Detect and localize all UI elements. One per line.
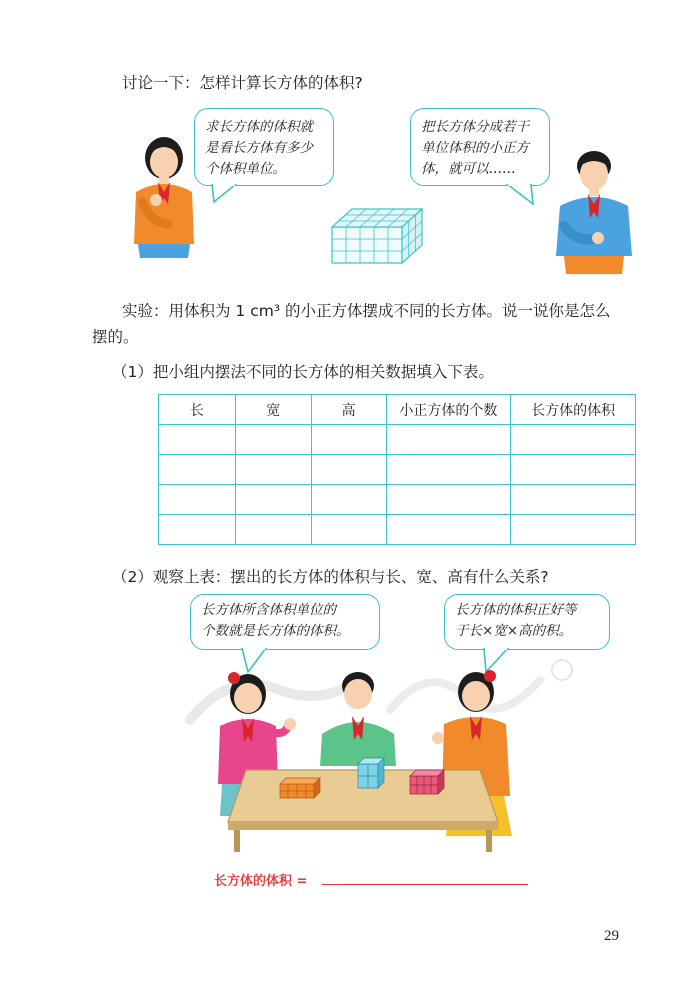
discussion-prompt: 讨论一下：怎样计算长方体的体积? xyxy=(122,74,363,92)
bubble-line: 个体积单位。 xyxy=(205,161,286,177)
table-cell[interactable] xyxy=(386,485,511,515)
bubble-line: 是看长方体有多少 xyxy=(205,140,313,156)
page-number: 29 xyxy=(604,928,619,944)
table-cell[interactable] xyxy=(386,425,511,455)
bubble-line: 单位体积的小正方 xyxy=(421,140,529,156)
girl-illustration xyxy=(128,132,200,260)
header-length: 长 xyxy=(159,395,236,425)
table-cell[interactable] xyxy=(386,515,511,545)
bubble-line: 长方体所含体积单位的 xyxy=(201,602,336,618)
table-cell[interactable] xyxy=(235,515,311,545)
table-cell[interactable] xyxy=(235,455,311,485)
table-cell[interactable] xyxy=(311,455,386,485)
table-cell[interactable] xyxy=(511,425,636,455)
table-row xyxy=(159,485,636,515)
table-cell[interactable] xyxy=(311,515,386,545)
bubble-line: 把长方体分成若干 xyxy=(421,119,529,135)
bubble-tail xyxy=(505,184,537,206)
header-cube-count: 小正方体的个数 xyxy=(386,395,511,425)
header-width: 宽 xyxy=(235,395,311,425)
bubble-line: 长方体的体积正好等 xyxy=(455,602,577,618)
table-cell[interactable] xyxy=(386,455,511,485)
table-cell[interactable] xyxy=(511,485,636,515)
header-height: 高 xyxy=(311,395,386,425)
volume-formula-label: 长方体的体积 = xyxy=(214,874,308,889)
boy-illustration xyxy=(550,144,638,276)
experiment-line-1: 实验：用体积为 1 cm³ 的小正方体摆成不同的长方体。说一说你是怎么 xyxy=(122,302,611,320)
header-volume: 长方体的体积 xyxy=(511,395,636,425)
speech-bubble-right xyxy=(410,108,550,186)
table-cell[interactable] xyxy=(235,425,311,455)
table-cell[interactable] xyxy=(311,485,386,515)
table-cell[interactable] xyxy=(311,425,386,455)
volume-data-table xyxy=(158,394,636,545)
table-row xyxy=(159,455,636,485)
table-cell[interactable] xyxy=(159,515,236,545)
table-cell[interactable] xyxy=(235,485,311,515)
table-cell[interactable] xyxy=(511,515,636,545)
step-1-instruction: （1）把小组内摆法不同的长方体的相关数据填入下表。 xyxy=(112,363,494,381)
bubble-line: 求长方体的体积就 xyxy=(205,119,313,135)
bubble-line: 于长×宽×高的积。 xyxy=(455,623,573,639)
cuboid-grid-illustration xyxy=(328,205,428,267)
experiment-line-2: 摆的。 xyxy=(92,328,139,346)
speech-bubble-left xyxy=(194,108,334,186)
table-cell[interactable] xyxy=(511,455,636,485)
bubble-line: 个数就是长方体的体积。 xyxy=(201,623,350,639)
table-cell[interactable] xyxy=(159,455,236,485)
formula-answer-blank[interactable] xyxy=(322,884,528,885)
bubble-tail xyxy=(210,184,240,204)
table-cell[interactable] xyxy=(159,485,236,515)
classroom-table-scene xyxy=(206,666,526,856)
table-row xyxy=(159,515,636,545)
bubble-line: 体，就可以…… xyxy=(421,161,516,177)
step-2-instruction: （2）观察上表：摆出的长方体的体积与长、宽、高有什么关系? xyxy=(112,568,549,586)
table-header-row xyxy=(159,395,636,425)
table-cell[interactable] xyxy=(159,425,236,455)
table-row xyxy=(159,425,636,455)
